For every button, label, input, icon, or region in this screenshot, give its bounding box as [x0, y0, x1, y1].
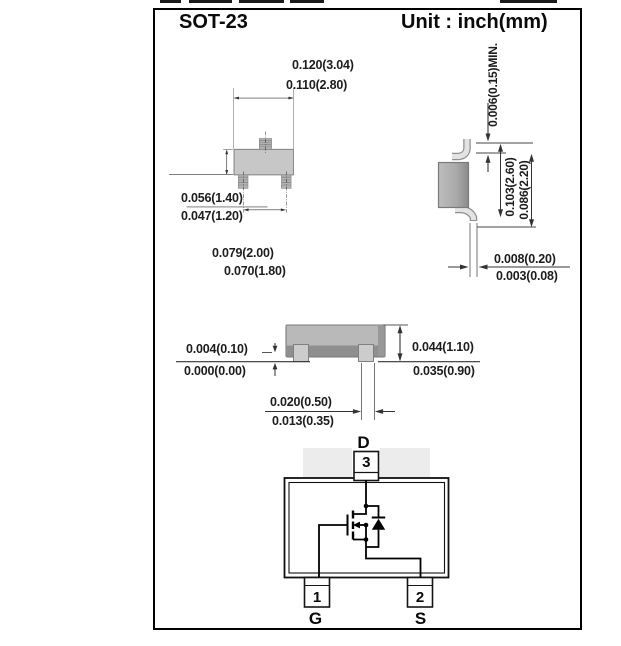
- junction-dot: [364, 504, 369, 509]
- package-body-side: [439, 163, 469, 208]
- dim-lead-thickness-max: 0.008(0.20): [494, 251, 556, 266]
- pin1-number: 1: [312, 588, 322, 606]
- pin2-number: 2: [415, 588, 425, 606]
- pin1-name: G: [308, 608, 323, 628]
- arrowhead: [234, 97, 239, 100]
- arrowhead: [486, 134, 491, 142]
- dim-lead-length-min: 0.035(0.90): [413, 363, 475, 378]
- dim-standoff-max: 0.004(0.10): [186, 342, 248, 356]
- package-title: SOT-23: [179, 11, 248, 33]
- arrowhead: [398, 353, 403, 361]
- arrowhead: [281, 208, 286, 211]
- dim-lead-length-max: 0.044(1.10): [412, 340, 474, 354]
- arrowhead: [460, 265, 469, 270]
- arrowhead: [498, 144, 503, 152]
- arrowhead: [375, 409, 383, 414]
- arrowhead: [479, 265, 488, 270]
- dim-lead-width-min: 0.013(0.35): [272, 413, 334, 428]
- dim-tab-standoff: 0.006(0.15)MIN.: [485, 43, 500, 127]
- dim-lead-thickness-min: 0.003(0.08): [496, 269, 558, 283]
- arrowhead: [273, 346, 278, 353]
- dim-overall-height-max: 0.103(2.60): [502, 157, 517, 217]
- arrowhead: [225, 149, 228, 154]
- arrowhead: [243, 208, 248, 211]
- dim-standoff-min: 0.000(0.00): [184, 363, 246, 378]
- pin2-name: S: [414, 608, 427, 628]
- unit-note: Unit : inch(mm): [401, 11, 548, 33]
- dim-pitch-max: 0.079(2.00): [212, 246, 274, 260]
- dim-lead-width-max: 0.020(0.50): [270, 395, 332, 409]
- dim-pitch-min: 0.070(1.80): [224, 263, 286, 278]
- junction-dot: [364, 523, 369, 528]
- scan-ghost: [303, 448, 352, 478]
- top-crop-artifact: [290, 0, 324, 3]
- front-view-drawing: [165, 50, 395, 280]
- junction-dot: [364, 537, 369, 542]
- lead-foot-left: [294, 345, 309, 362]
- pin3-name: D: [357, 433, 370, 452]
- body-end-shade: [378, 326, 385, 356]
- arrowhead: [353, 409, 361, 414]
- top-crop-artifact: [189, 0, 232, 3]
- dim-width-min: 0.110(2.80): [286, 77, 348, 92]
- arrowhead: [288, 97, 293, 100]
- arrowhead: [529, 219, 534, 227]
- dim-height-max: 0.056(1.40): [181, 191, 243, 205]
- dim-width-max: 0.120(3.04): [292, 57, 354, 72]
- lead-foot-right: [359, 345, 374, 362]
- arrowhead: [273, 363, 278, 370]
- pin3-number: 3: [362, 453, 371, 471]
- top-crop-artifact: [500, 0, 557, 3]
- arrowhead: [225, 170, 228, 175]
- arrowhead: [398, 325, 403, 333]
- dim-overall-height-min: 0.086(2.20): [516, 160, 531, 220]
- dim-height-min: 0.047(1.20): [181, 208, 243, 223]
- top-crop-artifact: [160, 0, 181, 3]
- arrowhead: [486, 155, 491, 163]
- package-body-front: [234, 149, 293, 175]
- scan-ghost: [380, 448, 430, 478]
- top-crop-artifact: [239, 0, 284, 3]
